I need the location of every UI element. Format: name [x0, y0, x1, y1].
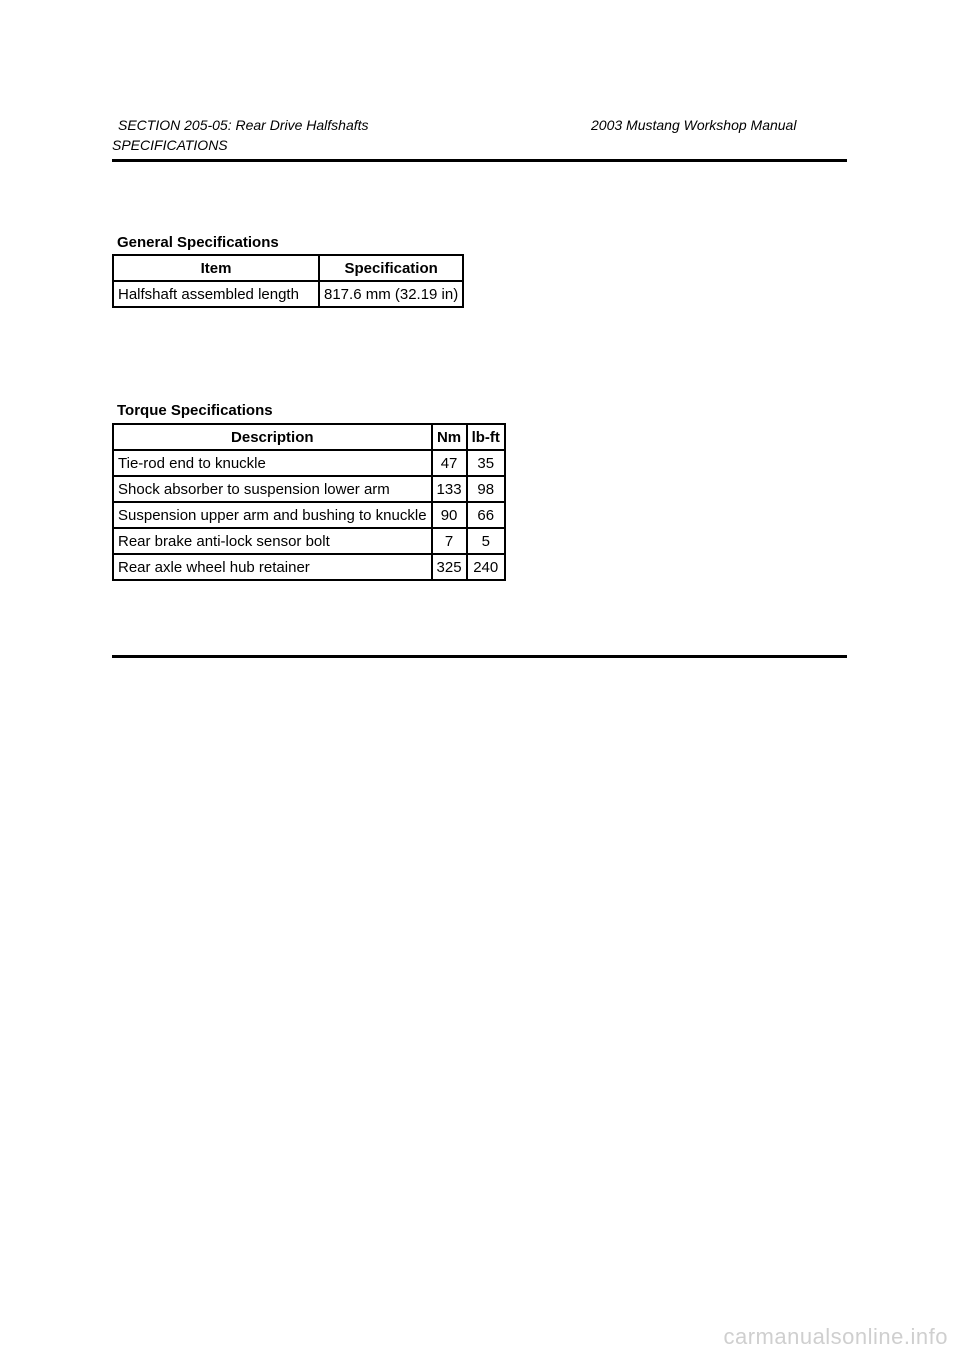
- table-row: [113, 450, 505, 476]
- footer-divider: [112, 655, 847, 658]
- column-header-specification: Specification: [319, 255, 463, 281]
- cell-lbft: 240: [467, 554, 505, 580]
- column-header-description: Description: [113, 424, 432, 450]
- manual-title: 2003 Mustang Workshop Manual: [591, 117, 797, 133]
- table-row: [113, 476, 505, 502]
- table-row: [113, 554, 505, 580]
- cell-nm: 47: [432, 450, 467, 476]
- cell-nm: 133: [432, 476, 467, 502]
- table-row: [113, 502, 505, 528]
- cell-lbft: 35: [467, 450, 505, 476]
- cell-nm: 7: [432, 528, 467, 554]
- column-header-item: Item: [113, 255, 319, 281]
- column-header-lbft: lb-ft: [467, 424, 505, 450]
- cell-specification: 817.6 mm (32.19 in): [319, 281, 463, 307]
- cell-description: Rear axle wheel hub retainer: [113, 554, 432, 580]
- watermark-text: carmanualsonline.info: [723, 1324, 948, 1349]
- cell-lbft: 98: [467, 476, 505, 502]
- torque-specs-table: [112, 423, 506, 581]
- general-specs-table: [112, 254, 464, 308]
- cell-description: Shock absorber to suspension lower arm: [113, 476, 432, 502]
- cell-description: Rear brake anti-lock sensor bolt: [113, 528, 432, 554]
- section-title: SECTION 205-05: Rear Drive Halfshafts: [118, 117, 369, 133]
- torque-specs-title: Torque Specifications: [117, 402, 273, 419]
- table-row: [113, 281, 463, 307]
- cell-nm: 90: [432, 502, 467, 528]
- table-header-row: [113, 424, 505, 450]
- cell-lbft: 5: [467, 528, 505, 554]
- page-subtitle: SPECIFICATIONS: [112, 137, 228, 153]
- cell-nm: 325: [432, 554, 467, 580]
- cell-description: Suspension upper arm and bushing to knuckle: [113, 502, 432, 528]
- general-specs-title: General Specifications: [117, 234, 279, 251]
- cell-lbft: 66: [467, 502, 505, 528]
- cell-item: Halfshaft assembled length: [113, 281, 319, 307]
- cell-description: Tie-rod end to knuckle: [113, 450, 432, 476]
- header-divider: [112, 159, 847, 162]
- table-header-row: [113, 255, 463, 281]
- column-header-nm: Nm: [432, 424, 467, 450]
- table-row: [113, 528, 505, 554]
